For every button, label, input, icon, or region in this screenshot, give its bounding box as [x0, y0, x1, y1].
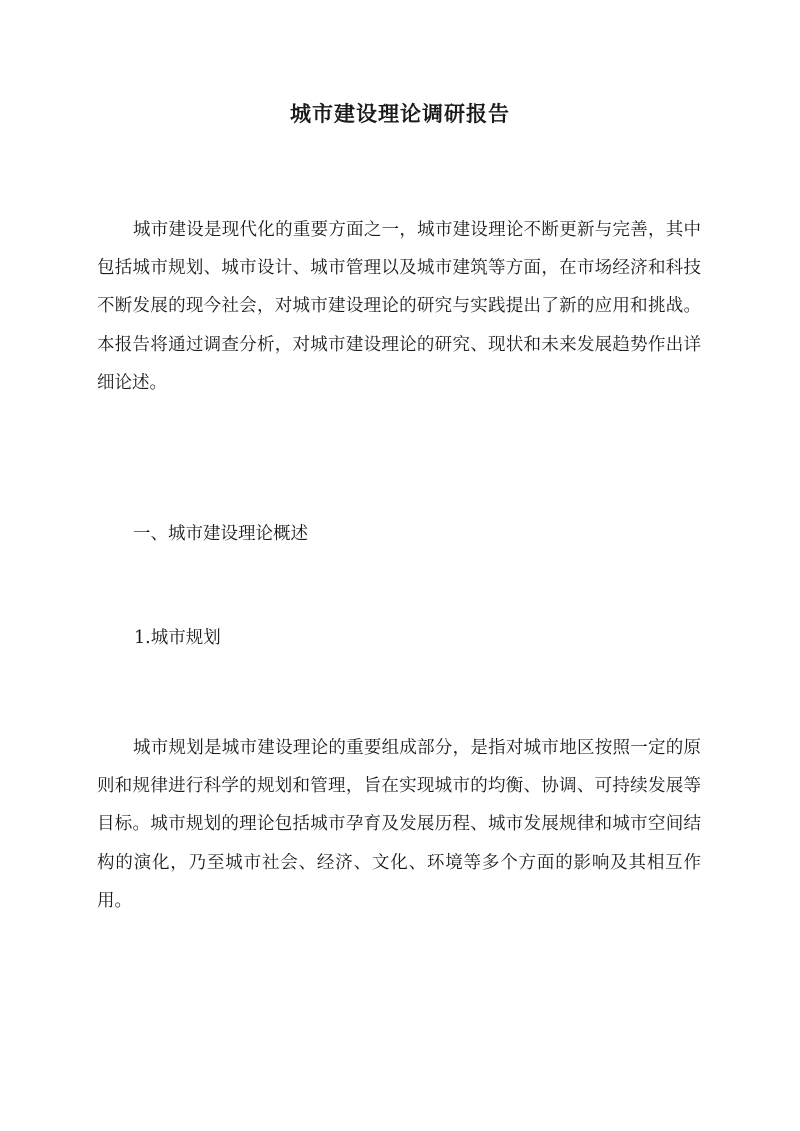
document-title: 城市建设理论调研报告: [290, 101, 510, 126]
intro-paragraph: 城市建设是现代化的重要方面之一，城市建设理论不断更新与完善，其中包括城市规划、城市设计、城市管理以及城市建筑等方面，在市场经济和科技不断发展的现今社会，对城市建设理论的研究与实践提出了新的应用和挑战。本报告将通过调查分析，对城市建设理论的研究、现状和未来发展趋势作出详细论述。: [97, 220, 701, 393]
subsection-heading: 1.城市规划: [134, 628, 221, 648]
section-heading: 一、城市建设理论概述: [133, 524, 308, 544]
subsection-paragraph: 城市规划是城市建设理论的重要组成部分，是指对城市地区按照一定的原则和规律进行科学的规划和管理，旨在实现城市的均衡、协调、可持续发展等目标。城市规划的理论包括城市孕育及发展历程、城市发展规律和城市空间结构的演化，乃至城市社会、经济、文化、环境等多个方面的影响及其相互作用。: [97, 738, 701, 911]
